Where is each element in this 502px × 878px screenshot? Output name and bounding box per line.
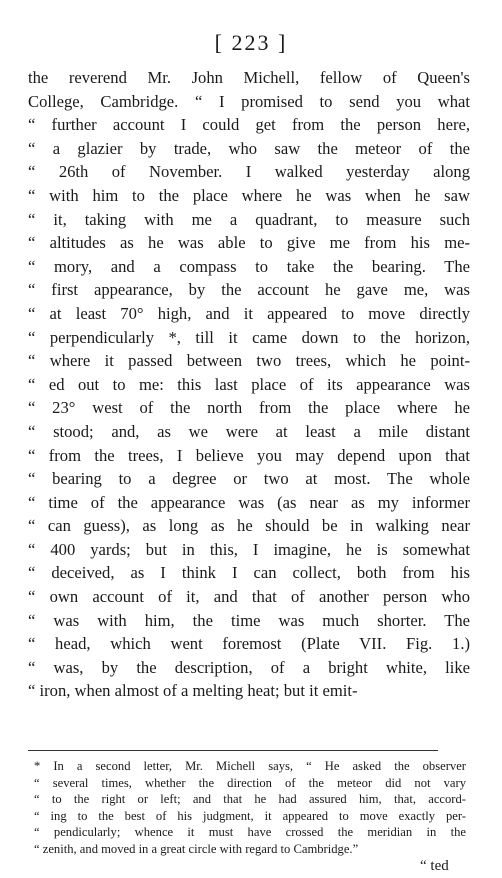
body-line: “ bearing to a degree or two at most. The whole (28, 469, 470, 489)
body-line: “ ed out to me: this last place of its appearance was (28, 374, 470, 394)
body-line: “ was with him, the time was much shorter. The (28, 610, 470, 630)
body-line: “ 26th of November. I walked yesterday along (28, 162, 470, 182)
body-line: “ iron, when almost of a melting heat; but it emit- (28, 681, 358, 701)
footnote-rule (28, 750, 438, 751)
footnote-line: “ zenith, and moved in a great circle with regard to Cambridge.” (34, 841, 359, 856)
page-number: [ 223 ] (214, 30, 288, 55)
footnote-line: “ to the right or left; and that he had assured him, that, accord- (34, 792, 466, 807)
footnote-line: * In a second letter, Mr. Michell says, “ He asked the observer (34, 759, 466, 773)
body-line: “ a glazier by trade, who saw the meteor of the (28, 138, 470, 158)
body-line: “ with him to the place where he was when he saw (28, 185, 470, 205)
body-line: “ first appearance, by the account he gave me, was (28, 280, 470, 300)
body-line: “ 23° west of the north from the place where he (28, 398, 470, 418)
body-line: “ head, which went foremost (Plate VII. Fig. 1.) (28, 634, 470, 654)
body-line: “ altitudes as he was able to give me from his me- (28, 233, 470, 253)
body-line: “ can guess), as long as he should be in walking near (28, 516, 470, 536)
body-line: “ was, by the description, of a bright white, like (28, 657, 470, 677)
body-line: “ time of the appearance was (as near as my informer (28, 492, 470, 512)
body-line: “ stood; and, as we were at least a mile distant (28, 421, 470, 441)
body-line: College, Cambridge. “ I promised to send you what (28, 91, 470, 111)
footnote-line: “ several times, whether the direction of the meteor did not vary (34, 775, 466, 790)
body-line: “ perpendicularly *, till it came down to the horizon, (28, 327, 470, 347)
body-line: “ where it passed between two trees, which he point- (28, 351, 470, 371)
body-line: “ 400 yards; but in this, I imagine, he is somewhat (28, 539, 470, 559)
catchword: “ ted (420, 858, 449, 874)
footnote-line: “ pendicularly; whence it must have crossed the meridian in the (34, 825, 466, 840)
body-line: “ at least 70° high, and it appeared to move directly (28, 303, 470, 323)
footnote (34, 758, 466, 858)
footnote-line: “ ing to the best of his judgment, it appeared to move exactly per- (34, 808, 466, 823)
body-line: “ further account I could get from the person here, (28, 115, 470, 135)
body-text (28, 66, 470, 703)
body-line: “ mory, and a compass to take the bearing. The (28, 256, 470, 276)
body-line: “ own account of it, and that of another person who (28, 587, 470, 607)
body-line: “ it, taking with me a quadrant, to measure such (28, 209, 470, 229)
body-line: “ deceived, as I think I can collect, both from his (28, 563, 470, 583)
body-line: the reverend Mr. John Michell, fellow of Queen's (28, 68, 470, 87)
body-line: “ from the trees, I believe you may depend upon that (28, 445, 470, 465)
